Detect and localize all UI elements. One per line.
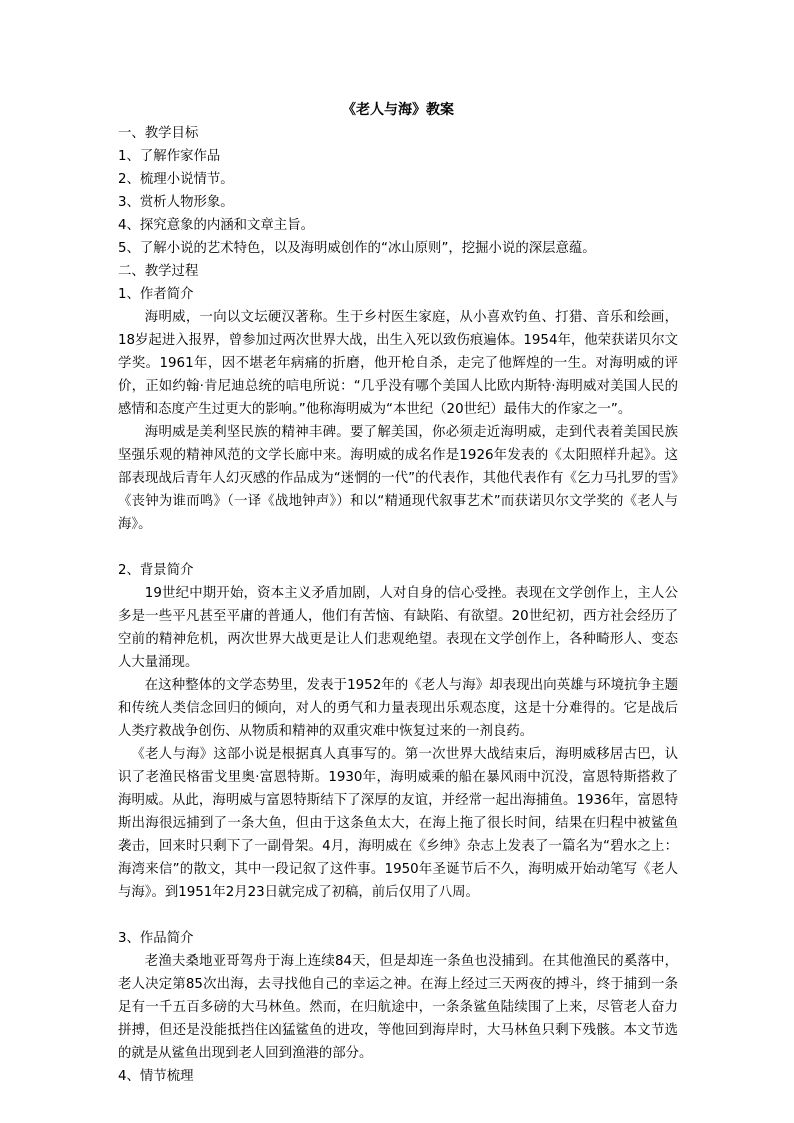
section-heading-teaching-process: 二、教学过程 <box>118 264 199 279</box>
blank-line <box>118 904 678 927</box>
subheading-background-intro: 2、背景简介 <box>118 563 194 578</box>
goal-item: 3、赏析人物形象。 <box>118 195 234 210</box>
paragraph-background-1: 19世纪中期开始，资本主义矛盾加剧，人对自身的信心受挫。表现在文学创作上，主人公多是一些平凡甚至平庸的普通人，他们有苦恼、有缺陷、有欲望。20世纪初，西方社会经历了空前的精神危机，两次世界大战更是让人们悲观绝望。表现在文学创作上，各种畸形人、变态人大量涌现。 <box>118 586 678 670</box>
subheading-plot-outline: 4、情节梳理 <box>118 1069 194 1084</box>
goal-item: 2、梳理小说情节。 <box>118 172 234 187</box>
paragraph-background-2: 在这种整体的文学态势里，发表于1952年的《老人与海》却表现出向英雄与环境抗争主题和传统人类信念回归的倾向，对人的勇气和力量表现出乐观态度，这是十分难得的。它是战后人类疗救战争创伤、从物质和精神的双重灾难中恢复过来的一剂良药。 <box>118 678 678 739</box>
blank-line <box>118 536 678 559</box>
section-heading-teaching-goals: 一、教学目标 <box>118 126 199 141</box>
paragraph-background-3: 《老人与海》这部小说是根据真人真事写的。第一次世界大战结束后，海明威移居古巴，认识了老渔民格雷戈里奥·富恩特斯。1930年，海明威乘的船在暴风雨中沉没，富恩特斯搭救了海明威。从此，海明威与富恩特斯结下了深厚的友谊，并经常一起出海捕鱼。1936年，富恩特斯出海很远捕到了一条大鱼，但由于这条鱼太大，在海上拖了很长时间，结果在归程中被鲨鱼袭击，回来时只剩下了一副骨架。4月，海明威在《乡绅》杂志上发表了一篇名为“碧水之上：海湾来信”的散文，其中一段记叙了这件事。1950年圣诞节后不久，海明威开始动笔写《老人与海》。到1951年2月23日就完成了初稿，前后仅用了八周。 <box>118 747 678 900</box>
subheading-work-intro: 3、作品简介 <box>118 931 194 946</box>
goal-item: 1、了解作家作品 <box>118 149 221 164</box>
paragraph-work-1: 老渔夫桑地亚哥驾舟于海上连续84天，但是却连一条鱼也没捕到。在其他渔民的奚落中，老人决定第85次出海，去寻找他自己的幸运之神。在海上经过三天两夜的搏斗，终于捕到一条足有一千五百多磅的大马林鱼。然而，在归航途中，一条条鲨鱼陆续围了上来，尽管老人奋力拼搏，但还是没能抵挡住凶猛鲨鱼的进攻，等他回到海岸时，大马林鱼只剩下残骸。本文节选的就是从鲨鱼出现到老人回到渔港的部分。 <box>118 954 678 1061</box>
document-title: 《老人与海》教案 <box>342 102 454 118</box>
paragraph-author-1: 海明威，一向以文坛硬汉著称。生于乡村医生家庭，从小喜欢钓鱼、打猎、音乐和绘画，18岁起进入报界，曾参加过两次世界大战，出生入死以致伤痕遍体。1954年，他荣获诺贝尔文学奖。1961年，因不堪老年病痛的折磨，他开枪自杀，走完了他辉煌的一生。对海明威的评价，正如约翰·肯尼迪总统的唁电所说：“几乎没有哪个美国人比欧内斯特·海明威对美国人民的感情和态度产生过更大的影响。”他称海明威为“本世纪（20世纪）最伟大的作家之一”。 <box>118 310 678 417</box>
subheading-author-intro: 1、作者简介 <box>118 287 194 302</box>
goal-item: 5、了解小说的艺术特色，以及海明威创作的“冰山原则”，挖掘小说的深层意蕴。 <box>118 241 596 256</box>
paragraph-author-2: 海明威是美利坚民族的精神丰碑。要了解美国，你必须走近海明威，走到代表着美国民族坚强乐观的精神风范的文学长廊中来。海明威的成名作是1926年发表的《太阳照样升起》。这部表现战后青年人幻灭感的作品成为“迷惘的一代”的代表作，其他代表作有《乞力马扎罗的雪》《丧钟为谁而鸣》（一译《战地钟声》）和以“精通现代叙事艺术”而获诺贝尔文学奖的《老人与海》。 <box>118 425 678 532</box>
document-page <box>118 98 678 1088</box>
goal-item: 4、探究意象的内涵和文章主旨。 <box>118 218 314 233</box>
